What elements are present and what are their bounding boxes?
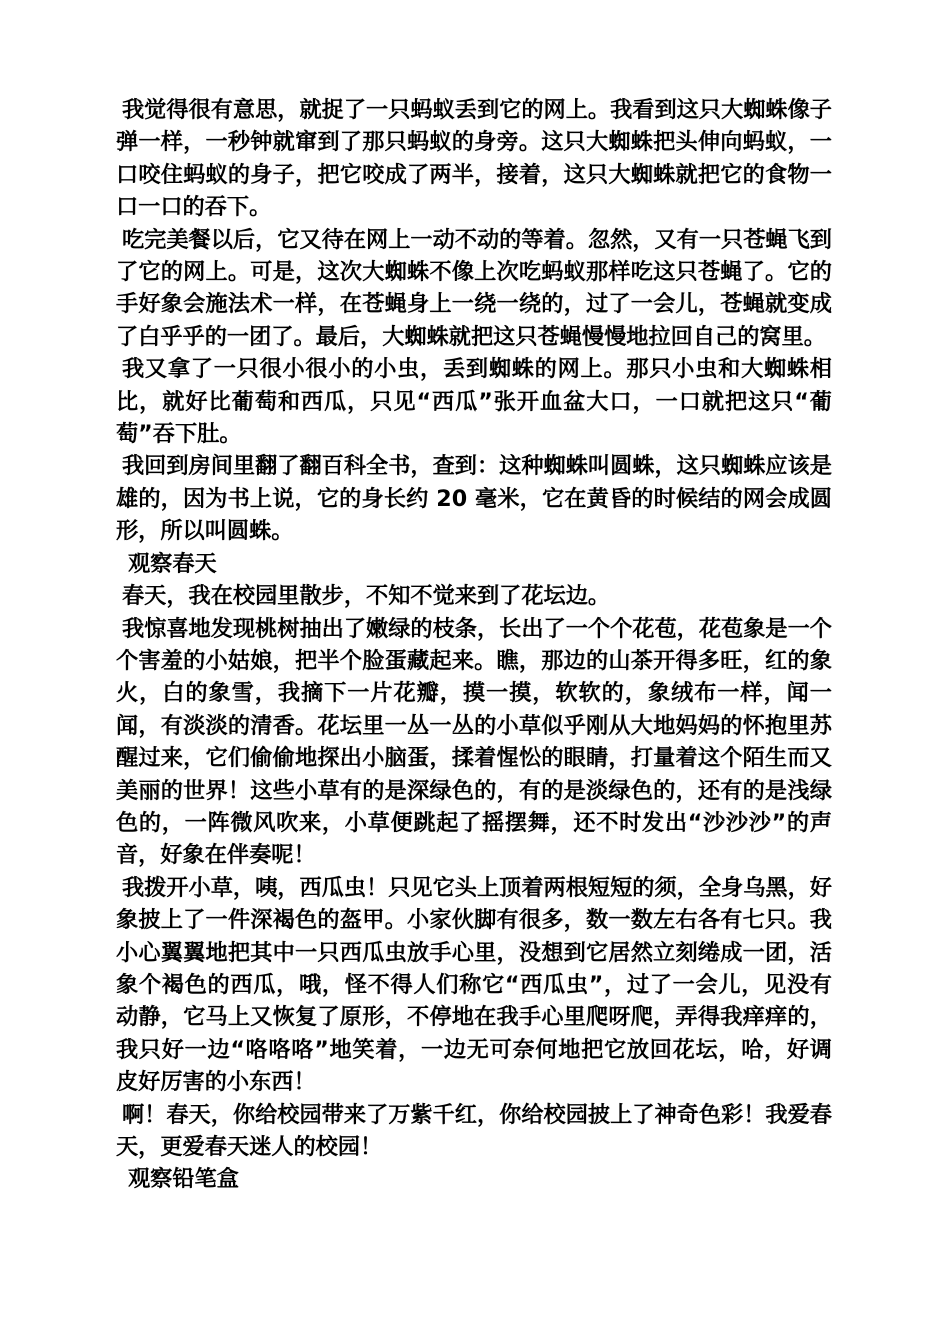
section-heading-pencil-case: 观察铅笔盒 xyxy=(128,1166,239,1193)
paragraph-spring-flowers: 我惊喜地发现桃树抽出了嫩绿的枝条，长出了一个个花苞，花苞象是一个个害羞的小姑娘，把半个脸蛋藏起来。瞧，那边的山茶开得多旺，红的象火，白的象雪，我摘下一片花瓣，摸一摸，软软的，象绒布一样，闻一闻，有淡淡的清香。花坛里一丛一丛的小草似乎刚从大地妈妈的怀抱里苏醒过来，它们偷偷地探出小脑蛋，揉着惺忪的眼睛，打量着这个陌生而又美丽的世界！这些小草有的是深绿色的，有的是淡绿色的，还有的是浅绿色的，一阵微风吹来，小草便跳起了摇摆舞，还不时发出“沙沙沙”的声音，好象在伴奏呢！ xyxy=(116,615,832,869)
paragraph-pill-bug: 我拨开小草，咦，西瓜虫！只见它头上顶着两根短短的须，全身乌黑，好象披上了一件深褐色的盔甲。小家伙脚有很多，数一数左右各有七只。我小心翼翼地把其中一只西瓜虫放手心里，没想到它居然立刻绻成一团，活象个褐色的西瓜，哦，怪不得人们称它“西瓜虫”，过了一会儿，见没有动静，它马上又恢复了原形，不停地在我手心里爬呀爬，弄得我痒痒的，我只好一边“咯咯咯”地笑着，一边无可奈何地把它放回花坛，哈，好调皮好厉害的小东西！ xyxy=(116,874,832,1096)
paragraph-fly: 吃完美餐以后，它又待在网上一动不动的等着。忽然，又有一只苍蝇飞到了它的网上。可是，这次大蜘蛛不像上次吃蚂蚁那样吃这只苍蝇了。它的手好象会施法术一样，在苍蝇身上一绕一绕的，过了一会儿，苍蝇就变成了白乎乎的一团了。最后，大蜘蛛就把这只苍蝇慢慢地拉回自己的窝里。 xyxy=(116,226,832,350)
paragraph-spring-ending: 啊！春天，你给校园带来了万紫千红，你给校园披上了神奇色彩！我爱春天，更爱春天迷人的校园！ xyxy=(116,1101,832,1160)
paragraph-ant: 我觉得很有意思，就捉了一只蚂蚁丢到它的网上。我看到这只大蜘蛛像子弹一样，一秒钟就窜到了那只蚂蚁的身旁。这只大蜘蛛把头伸向蚂蚁，一口咬住蚂蚁的身子，把它咬成了两半，接着，这只大蜘蛛就把它的食物一口一口的吞下。 xyxy=(116,97,832,221)
document-page xyxy=(116,94,832,1196)
paragraph-encyclopedia: 我回到房间里翻了翻百科全书，查到：这种蜘蛛叫圆蛛，这只蜘蛛应该是雄的，因为书上说，它的身长约 20 毫米，它在黄昏的时候结的网会成圆形，所以叫圆蛛。 xyxy=(116,453,832,545)
section-heading-spring: 观察春天 xyxy=(128,550,217,577)
paragraph-small-bug: 我又拿了一只很小很小的小虫，丢到蜘蛛的网上。那只小虫和大蜘蛛相比，就好比葡萄和西瓜，只见“西瓜”张开血盆大口，一口就把这只“葡萄”吞下肚。 xyxy=(116,356,832,448)
paragraph-spring-walk: 春天，我在校园里散步，不知不觉来到了花坛边。 xyxy=(122,583,611,610)
